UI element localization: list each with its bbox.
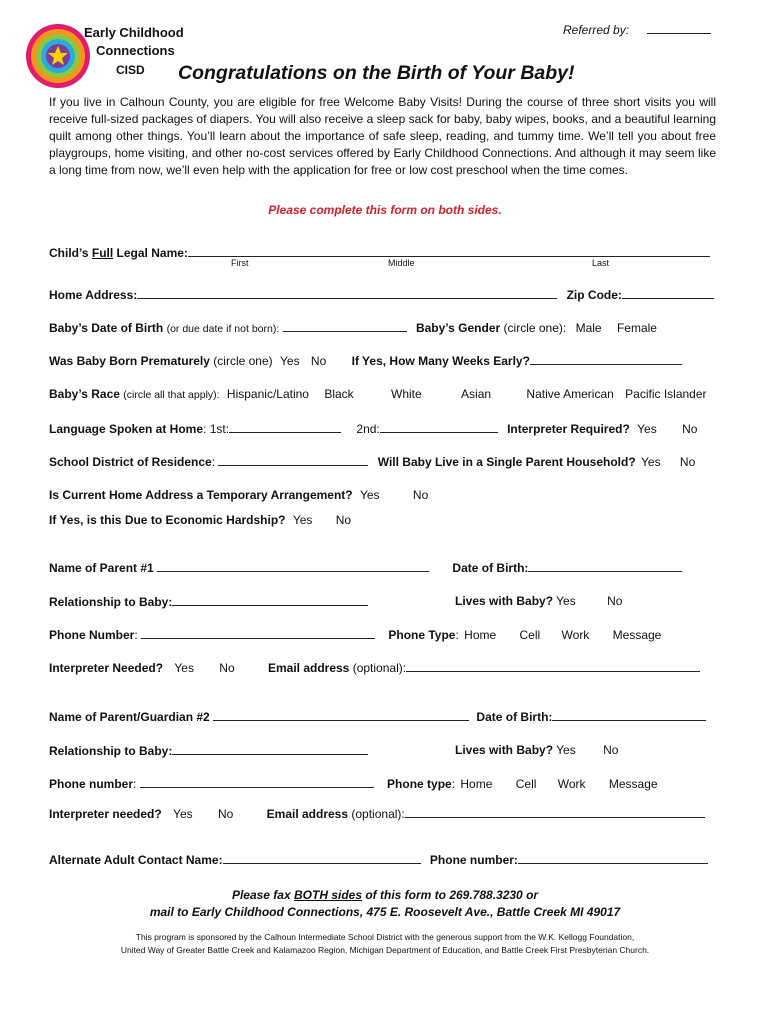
race-note: (circle all that apply): bbox=[123, 389, 220, 401]
single-parent-no[interactable]: No bbox=[679, 455, 696, 469]
dob-label: Baby’s Date of Birth bbox=[49, 321, 164, 335]
child-name-pre: Child’s bbox=[49, 246, 92, 260]
parent2-interpreter-row bbox=[49, 806, 705, 821]
parent1-lives-yes[interactable]: Yes bbox=[556, 594, 576, 608]
language-row bbox=[49, 421, 697, 436]
parent1-type-home[interactable]: Home bbox=[464, 628, 497, 642]
parent2-interpreter-yes[interactable]: Yes bbox=[173, 807, 193, 821]
dob-row bbox=[49, 320, 657, 335]
premature-row bbox=[49, 353, 682, 368]
sponsor-line-1: This program is sponsored by the Calhoun Intermediate School District with the generous support from the W.K. Kellogg Foundation, bbox=[135, 932, 635, 942]
language-first-field[interactable] bbox=[229, 421, 341, 433]
home-address-field[interactable] bbox=[137, 287, 557, 299]
referred-by-field[interactable] bbox=[647, 22, 711, 34]
race-pacific-islander[interactable]: Pacific Islander bbox=[625, 387, 707, 401]
temp-address-row bbox=[49, 488, 428, 502]
parent2-interpreter-label: Interpreter needed? bbox=[49, 807, 162, 821]
parent1-interpreter-label: Interpreter Needed? bbox=[49, 661, 164, 675]
parent1-relationship-label: Relationship to Baby: bbox=[49, 595, 173, 609]
fax-both: BOTH sides bbox=[293, 888, 362, 902]
sponsor-line-2: United Way of Greater Battle Creek and Kalamazoo Region, Michigan Department of Education, and Battle Creek First Presbyterian Church. bbox=[120, 945, 650, 955]
hardship-yes[interactable]: Yes bbox=[292, 513, 313, 527]
parent1-type-message[interactable]: Message bbox=[612, 628, 662, 642]
fax-line bbox=[0, 888, 770, 902]
gender-female[interactable]: Female bbox=[616, 321, 657, 335]
parent2-phone-row: Phone number: Phone type: Home Cell Work Message bbox=[49, 777, 658, 791]
logo-rings bbox=[24, 22, 92, 90]
parent2-row bbox=[49, 709, 706, 724]
child-name-row bbox=[49, 245, 710, 260]
temp-address-no[interactable]: No bbox=[412, 488, 429, 502]
language-label: Language Spoken at Home bbox=[49, 422, 204, 436]
parent1-phone-label: Phone Number bbox=[49, 628, 135, 642]
dob-note: (or due date if not born): bbox=[166, 323, 280, 335]
parent2-label: Name of Parent/Guardian #2 bbox=[49, 710, 210, 724]
parent2-type-cell[interactable]: Cell bbox=[515, 777, 537, 791]
interpreter-required-no[interactable]: No bbox=[682, 422, 698, 436]
parent1-label: Name of Parent #1 bbox=[49, 561, 154, 575]
race-hispanic[interactable]: Hispanic/Latino bbox=[226, 387, 309, 401]
mail-line: mail to Early Childhood Connections, 475 E. Roosevelt Ave., Battle Creek MI 49017 bbox=[149, 905, 621, 919]
interpreter-required-yes[interactable]: Yes bbox=[637, 422, 657, 436]
parent1-email-optional: (optional): bbox=[352, 661, 407, 675]
parent2-relationship-row bbox=[49, 743, 368, 758]
alt-contact-row bbox=[49, 852, 708, 867]
fax-post: of this form to 269.788.3230 or bbox=[362, 888, 539, 902]
parent2-lives-row bbox=[455, 743, 618, 757]
language-second-label: 2nd: bbox=[356, 422, 380, 436]
page-title: Congratulations on the Birth of Your Baby! bbox=[178, 62, 575, 84]
language-first-label: : 1st: bbox=[203, 422, 230, 436]
alt-contact-label: Alternate Adult Contact Name: bbox=[49, 853, 223, 867]
parent1-lives-label: Lives with Baby? bbox=[455, 594, 554, 608]
race-label: Baby’s Race bbox=[49, 387, 120, 401]
parent1-interpreter-row bbox=[49, 660, 700, 675]
race-native-american[interactable]: Native American bbox=[526, 387, 614, 401]
school-district-label: School District of Residence bbox=[49, 455, 212, 469]
parent2-type-home[interactable]: Home bbox=[460, 777, 493, 791]
intro-paragraph: If you live in Calhoun County, you are eligible for free Welcome Baby Visits! During the course of three short visits you will receive full-sized packages of diapers. You will also receive a sleep sack for baby, baby wipes, books, and a beautiful learning quilt among other things. You’ll learn about the importance of safe sleep, reading, and tummy time. We’ll tell you about free playgroups, home visiting, and other no-cost services offered by Early Childhood Connections. And although it may seem like a long time from now, we’ll even help with the application for free or low cost preschool when the time comes. bbox=[49, 95, 716, 177]
label-middle: Middle bbox=[388, 258, 415, 268]
parent2-phone-type-label: Phone type bbox=[387, 777, 452, 791]
parent1-type-work[interactable]: Work bbox=[561, 628, 590, 642]
child-name-field[interactable] bbox=[188, 245, 710, 257]
logo-line3: CISD bbox=[116, 63, 145, 77]
gender-label: Baby’s Gender bbox=[415, 321, 501, 335]
parent1-relationship-field[interactable] bbox=[172, 594, 368, 606]
hardship-no[interactable]: No bbox=[335, 513, 352, 527]
parent2-phone-label: Phone number bbox=[49, 777, 134, 791]
parent1-type-cell[interactable]: Cell bbox=[519, 628, 541, 642]
parent2-email-optional: (optional): bbox=[351, 807, 405, 821]
weeks-early-label: If Yes, How Many Weeks Early? bbox=[351, 354, 530, 368]
temp-address-label: Is Current Home Address a Temporary Arrangement? bbox=[49, 488, 353, 502]
premature-label: Was Baby Born Prematurely bbox=[49, 354, 210, 368]
referred-by-label: Referred by: bbox=[563, 23, 630, 37]
child-name-full: Full bbox=[91, 246, 114, 260]
logo-line1: Early Childhood bbox=[84, 25, 184, 40]
parent1-phone-type-label: Phone Type bbox=[388, 628, 456, 642]
single-parent-label: Will Baby Live in a Single Parent Household? bbox=[377, 455, 636, 469]
parent2-phone-field[interactable] bbox=[140, 776, 374, 788]
dob-field[interactable] bbox=[283, 320, 407, 332]
parent1-dob-field[interactable] bbox=[528, 560, 682, 572]
race-white[interactable]: White bbox=[391, 387, 422, 401]
parent1-relationship-row bbox=[49, 594, 368, 609]
parent2-field[interactable] bbox=[213, 709, 469, 721]
parent1-lives-no[interactable]: No bbox=[607, 594, 623, 608]
alt-contact-field[interactable] bbox=[223, 852, 421, 864]
hardship-row bbox=[49, 513, 351, 527]
label-last: Last bbox=[592, 258, 610, 268]
parent1-interpreter-yes[interactable]: Yes bbox=[174, 661, 194, 675]
parent1-phone-row: Phone Number: Phone Type: Home Cell Work Message bbox=[49, 628, 662, 642]
alt-phone-field[interactable] bbox=[518, 852, 708, 864]
hardship-label: If Yes, is this Due to Economic Hardship? bbox=[49, 513, 286, 527]
parent2-lives-no[interactable]: No bbox=[603, 743, 619, 757]
interpreter-required-label: Interpreter Required? bbox=[507, 422, 630, 436]
race-asian[interactable]: Asian bbox=[461, 387, 492, 401]
alt-phone-label: Phone number: bbox=[429, 853, 518, 867]
fax-pre: Please fax bbox=[231, 888, 294, 902]
parent1-field[interactable] bbox=[157, 560, 429, 572]
complete-note: Please complete this form on both sides. bbox=[268, 203, 502, 217]
premature-yes[interactable]: Yes bbox=[280, 354, 300, 368]
referred-by bbox=[563, 22, 711, 37]
label-first: First bbox=[231, 258, 249, 268]
parent2-relationship-field[interactable] bbox=[172, 743, 368, 755]
parent1-email-label: Email address bbox=[267, 661, 350, 675]
parent2-interpreter-no[interactable]: No bbox=[217, 807, 234, 821]
home-address-label: Home Address: bbox=[49, 288, 138, 302]
parent1-email-field[interactable] bbox=[406, 660, 700, 672]
temp-address-yes[interactable]: Yes bbox=[359, 488, 380, 502]
parent1-row bbox=[49, 560, 682, 575]
weeks-early-field[interactable] bbox=[530, 353, 682, 365]
home-address-row bbox=[49, 287, 714, 302]
parent2-dob-label: Date of Birth: bbox=[476, 710, 553, 724]
logo bbox=[24, 22, 184, 92]
parent2-lives-yes[interactable]: Yes bbox=[556, 743, 576, 757]
logo-line2: Connections bbox=[96, 43, 175, 58]
parent2-relationship-label: Relationship to Baby: bbox=[49, 744, 173, 758]
single-parent-yes[interactable]: Yes bbox=[641, 455, 661, 469]
parent2-email-field[interactable] bbox=[405, 806, 705, 818]
parent1-interpreter-no[interactable]: No bbox=[219, 661, 235, 675]
child-name-post: Legal Name: bbox=[113, 246, 188, 260]
parent1-lives-row bbox=[455, 594, 622, 608]
parent1-phone-field[interactable] bbox=[141, 627, 375, 639]
parent2-type-message[interactable]: Message bbox=[608, 777, 658, 791]
language-second-field[interactable] bbox=[380, 421, 498, 433]
zip-field[interactable] bbox=[622, 287, 714, 299]
gender-note: (circle one): bbox=[503, 321, 567, 335]
parent2-dob-field[interactable] bbox=[552, 709, 706, 721]
school-row: School District of Residence: Will Baby Live in a Single Parent Household? Yes No bbox=[49, 455, 696, 469]
race-row bbox=[49, 387, 707, 401]
race-black[interactable]: Black bbox=[324, 387, 354, 401]
premature-note: (circle one) bbox=[213, 354, 273, 368]
parent1-dob-label: Date of Birth: bbox=[452, 561, 529, 575]
premature-no[interactable]: No bbox=[310, 354, 327, 368]
parent2-lives-label: Lives with Baby? bbox=[455, 743, 554, 757]
parent2-type-work[interactable]: Work bbox=[557, 777, 586, 791]
school-district-field[interactable] bbox=[218, 454, 368, 466]
parent2-email-label: Email address bbox=[266, 807, 349, 821]
zip-label: Zip Code: bbox=[566, 288, 622, 302]
gender-male[interactable]: Male bbox=[575, 321, 602, 335]
